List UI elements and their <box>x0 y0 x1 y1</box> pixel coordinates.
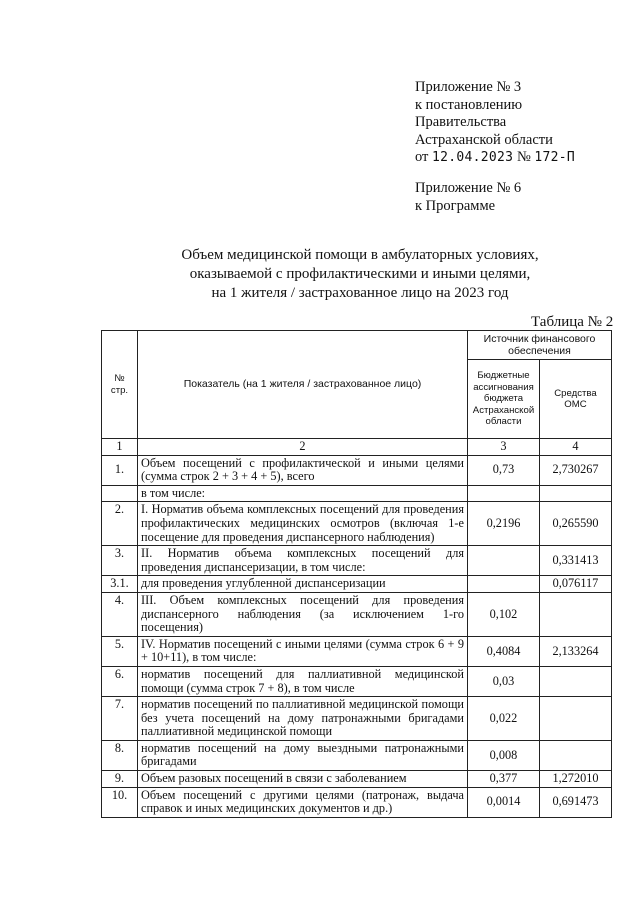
row-oms: 2,730267 <box>540 455 612 485</box>
table-row <box>102 502 612 546</box>
row-indicator: Объем посещений с профилактической и иными целями (сумма строк 2 + 3 + 4 + 5), всего <box>138 455 468 485</box>
row-indicator: норматив посещений на дому выездными патронажными бригадами <box>138 740 468 770</box>
table-row <box>102 771 612 788</box>
row-budget: 0,008 <box>468 740 540 770</box>
number-prefix: № <box>516 149 531 165</box>
table-row <box>102 455 612 485</box>
row-oms <box>540 697 612 741</box>
document-number: 172-П <box>534 150 576 165</box>
row-indicator: IV. Норматив посещений с иными целями (сумма строк 6 + 9 + 10+11), в том числе: <box>138 636 468 666</box>
table-row <box>102 740 612 770</box>
header-oms: Средства ОМС <box>540 360 612 439</box>
row-num: 3. <box>102 546 138 576</box>
row-indicator: III. Объем комплексных посещений для проведения диспансерного наблюдения (за исключением 1-го посещения) <box>138 592 468 636</box>
row-oms: 0,265590 <box>540 502 612 546</box>
row-num: 1. <box>102 455 138 485</box>
row-num: 10. <box>102 787 138 817</box>
document-title <box>0 246 640 303</box>
row-budget <box>468 576 540 593</box>
table-header-row <box>102 331 612 360</box>
row-indicator: Объем посещений с другими целями (патронаж, выдача справок и иных медицинских документов и др.) <box>138 787 468 817</box>
row-budget: 0,03 <box>468 666 540 696</box>
column-index-row <box>102 439 612 456</box>
row-num: 3.1. <box>102 576 138 593</box>
row-oms <box>540 485 612 502</box>
row-oms <box>540 740 612 770</box>
row-num <box>102 485 138 502</box>
volume-table <box>101 330 612 818</box>
table-row <box>102 485 612 502</box>
table-row <box>102 636 612 666</box>
row-num: 2. <box>102 502 138 546</box>
appendix-3-block <box>415 79 575 167</box>
appendix-3-line4: Астраханской области <box>415 131 553 148</box>
row-num: 5. <box>102 636 138 666</box>
appendix-3-title: Приложение № 3 <box>415 79 522 95</box>
row-oms <box>540 592 612 636</box>
table-label: Таблица № 2 <box>531 314 614 330</box>
date-prefix: от <box>415 149 429 165</box>
row-num: 7. <box>102 697 138 741</box>
header-num: № стр. <box>102 331 138 439</box>
row-oms: 0,076117 <box>540 576 612 593</box>
row-indicator: в том числе: <box>138 485 468 502</box>
row-num: 8. <box>102 740 138 770</box>
table-row <box>102 576 612 593</box>
table-row <box>102 787 612 817</box>
appendix-3-line2: к постановлению <box>415 96 523 113</box>
row-oms: 1,272010 <box>540 771 612 788</box>
appendix-6-title: Приложение № 6 <box>415 180 522 196</box>
col-index-3: 3 <box>468 439 540 456</box>
row-num: 9. <box>102 771 138 788</box>
appendix-6-block <box>415 180 521 215</box>
appendix-6-line2: к Программе <box>415 197 496 214</box>
title-line-2: оказываемой с профилактическими и иными целями, <box>189 266 531 282</box>
row-budget: 0,0014 <box>468 787 540 817</box>
row-budget: 0,102 <box>468 592 540 636</box>
row-budget: 0,022 <box>468 697 540 741</box>
row-indicator: норматив посещений по паллиативной медицинской помощи без учета посещений на дому патронажными бригадами паллиативной медицинской помощи <box>138 697 468 741</box>
document-date: 12.04.2023 <box>432 150 514 165</box>
row-oms <box>540 666 612 696</box>
row-budget: 0,2196 <box>468 502 540 546</box>
col-index-4: 4 <box>540 439 612 456</box>
col-index-2: 2 <box>138 439 468 456</box>
row-oms: 2,133264 <box>540 636 612 666</box>
table-row <box>102 592 612 636</box>
header-indicator: Показатель (на 1 жителя / застрахованное лицо) <box>138 331 468 439</box>
row-indicator: I. Норматив объема комплексных посещений для проведения профилактических медицинских осмотров (включая 1-е посещение для проведения диспансерного наблюдения) <box>138 502 468 546</box>
row-budget: 0,73 <box>468 455 540 485</box>
row-budget: 0,377 <box>468 771 540 788</box>
header-budget: Бюджетные ассигнования бюджета Астраханской области <box>468 360 540 439</box>
row-budget <box>468 546 540 576</box>
table-row <box>102 546 612 576</box>
table-row <box>102 697 612 741</box>
table-row <box>102 666 612 696</box>
row-budget: 0,4084 <box>468 636 540 666</box>
row-indicator: для проведения углубленной диспансеризации <box>138 576 468 593</box>
row-indicator: II. Норматив объема комплексных посещений для проведения диспансеризации, в том числе: <box>138 546 468 576</box>
appendix-3-line3: Правительства <box>415 114 507 130</box>
row-budget <box>468 485 540 502</box>
row-num: 4. <box>102 592 138 636</box>
row-oms: 0,331413 <box>540 546 612 576</box>
row-indicator: Объем разовых посещений в связи с заболеванием <box>138 771 468 788</box>
row-oms: 0,691473 <box>540 787 612 817</box>
row-num: 6. <box>102 666 138 696</box>
title-line-1: Объем медицинской помощи в амбулаторных условиях, <box>181 247 539 263</box>
title-line-3: на 1 жителя / застрахованное лицо на 2023 год <box>211 285 509 301</box>
appendix-3-date-line <box>415 149 575 167</box>
header-source: Источник финансового обеспечения <box>468 331 612 360</box>
row-indicator: норматив посещений для паллиативной медицинской помощи (сумма строк 7 + 8), в том числе <box>138 666 468 696</box>
col-index-1: 1 <box>102 439 138 456</box>
